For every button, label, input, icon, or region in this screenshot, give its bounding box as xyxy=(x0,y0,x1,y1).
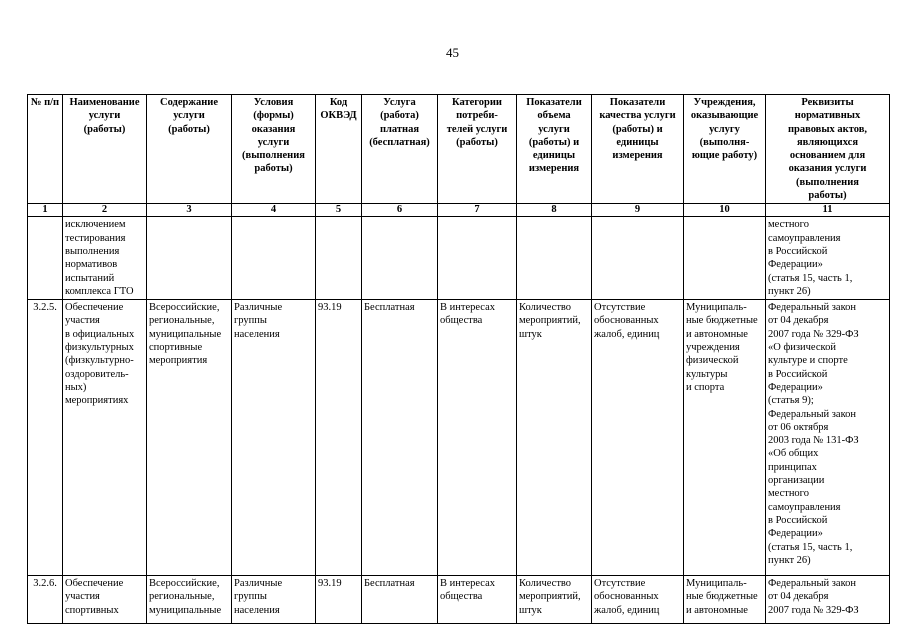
header-cell-institutions: Учреждения, оказывающие услугу (выполня- ющие работу) xyxy=(684,95,766,204)
table-row xyxy=(28,576,890,624)
table-cell: Обеспечение участия спортивных xyxy=(63,576,147,624)
table-cell: Количество мероприятий, штук xyxy=(517,300,592,576)
table-cell: 3.2.5. xyxy=(28,300,63,576)
column-number: 3 xyxy=(147,204,232,217)
header-cell-okved: Код ОКВЭД xyxy=(316,95,362,204)
column-number: 6 xyxy=(362,204,438,217)
table-cell: Отсутствие обоснованных жалоб, единиц xyxy=(592,300,684,576)
table-cell: Обеспечение участия в официальных физкультурных (физкультурно- оздоровитель- ных) мероприятиях xyxy=(63,300,147,576)
column-number: 9 xyxy=(592,204,684,217)
table-cell: местного самоуправления в Российской Федерации» (статья 15, часть 1, пункт 26) xyxy=(766,217,890,300)
table-row xyxy=(28,217,890,300)
column-number: 11 xyxy=(766,204,890,217)
table-cell xyxy=(147,217,232,300)
column-number: 8 xyxy=(517,204,592,217)
header-cell-quality: Показатели качества услуги (работы) и единицы измерения xyxy=(592,95,684,204)
header-cell-volume: Показатели объема услуги (работы) и единицы измерения xyxy=(517,95,592,204)
table-cell: 93.19 xyxy=(316,576,362,624)
column-number: 2 xyxy=(63,204,147,217)
table-cell: Всероссийские, региональные, муниципальные xyxy=(147,576,232,624)
table-cell xyxy=(28,217,63,300)
table-cell: Всероссийские, региональные, муниципальные спортивные мероприятия xyxy=(147,300,232,576)
services-table xyxy=(27,94,890,624)
table-cell: Федеральный закон от 04 декабря 2007 года № 329-ФЗ «О физической культуре и спорте в Российской Федерации» (статья 9); Федеральный закон от 06 октября 2003 года № 131-ФЗ «Об общих принципах организации местного самоуправления в Российской Федерации» (статья 15, часть 1, пункт 26) xyxy=(766,300,890,576)
header-cell-content: Содержание услуги (работы) xyxy=(147,95,232,204)
table-row xyxy=(28,300,890,576)
table-cell xyxy=(362,217,438,300)
header-cell-consumers: Категории потреби- телей услуги (работы) xyxy=(438,95,517,204)
table-cell: Федеральный закон от 04 декабря 2007 года № 329-ФЗ xyxy=(766,576,890,624)
header-cell-legal-acts: Реквизиты нормативных правовых актов, являющихся основанием для оказания услуги (выполнения работы) xyxy=(766,95,890,204)
header-cell-num: № п/п xyxy=(28,95,63,204)
table-cell: 93.19 xyxy=(316,300,362,576)
table-cell xyxy=(684,217,766,300)
table-cell: Бесплатная xyxy=(362,576,438,624)
table-cell: 3.2.6. xyxy=(28,576,63,624)
table-cell xyxy=(592,217,684,300)
table-cell: Муниципаль- ные бюджетные и автономные xyxy=(684,576,766,624)
header-cell-name: Наименование услуги (работы) xyxy=(63,95,147,204)
header-cell-paid: Услуга (работа) платная (бесплатная) xyxy=(362,95,438,204)
column-number: 1 xyxy=(28,204,63,217)
table-cell: исключением тестирования выполнения нормативов испытаний комплекса ГТО xyxy=(63,217,147,300)
column-number-row xyxy=(28,204,890,217)
column-number: 5 xyxy=(316,204,362,217)
column-number: 10 xyxy=(684,204,766,217)
table-cell: Различные группы населения xyxy=(232,300,316,576)
table-cell: Отсутствие обоснованных жалоб, единиц xyxy=(592,576,684,624)
table-cell: Муниципаль- ные бюджетные и автономные учреждения физической культуры и спорта xyxy=(684,300,766,576)
header-row xyxy=(28,95,890,204)
page-number: 45 xyxy=(446,45,459,60)
table-cell xyxy=(517,217,592,300)
table-cell: В интересах общества xyxy=(438,576,517,624)
column-number: 7 xyxy=(438,204,517,217)
table-cell: В интересах общества xyxy=(438,300,517,576)
column-number: 4 xyxy=(232,204,316,217)
table-cell: Различные группы населения xyxy=(232,576,316,624)
table-cell: Бесплатная xyxy=(362,300,438,576)
table-cell xyxy=(232,217,316,300)
table-cell xyxy=(316,217,362,300)
header-cell-conditions: Условия (формы) оказания услуги (выполнения работы) xyxy=(232,95,316,204)
table-cell: Количество мероприятий, штук xyxy=(517,576,592,624)
table-cell xyxy=(438,217,517,300)
